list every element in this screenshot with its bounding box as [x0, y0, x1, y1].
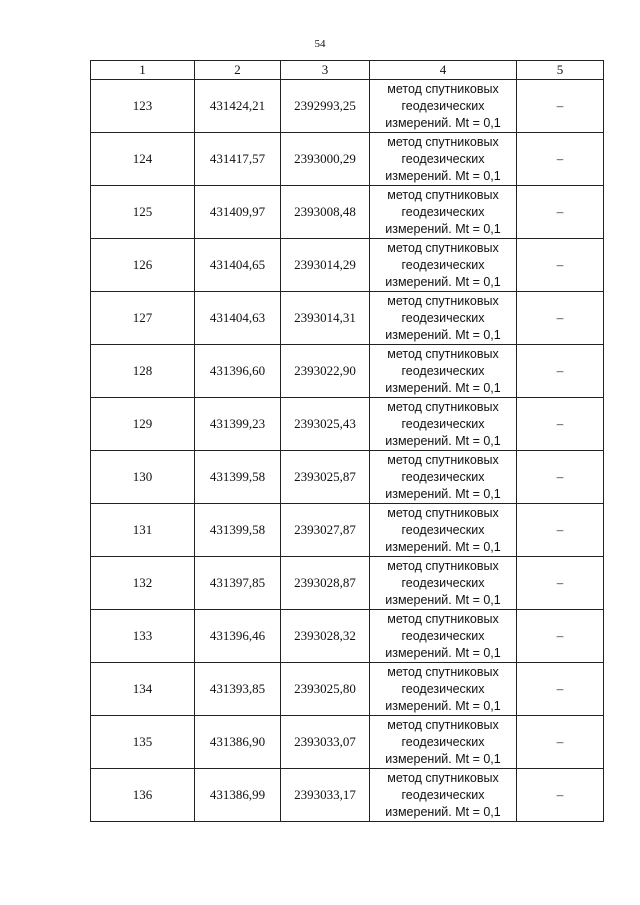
- method-text-line: метод спутниковых: [387, 187, 499, 202]
- coordinate-x-cell: 431393,85: [195, 663, 281, 716]
- method-text-line: геодезических: [401, 151, 485, 166]
- table-body: [91, 80, 604, 822]
- method-text-line: измерений. Mt = 0,1: [385, 168, 501, 183]
- page-number: 54: [314, 38, 326, 50]
- table-row: [91, 716, 604, 769]
- method-text-line: измерений. Mt = 0,1: [385, 751, 501, 766]
- method-text-line: метод спутниковых: [387, 399, 499, 414]
- point-number-cell: 129: [91, 398, 195, 451]
- coordinate-y-cell: 2393025,87: [281, 451, 370, 504]
- method-text-line: метод спутниковых: [387, 452, 499, 467]
- column-header-1: 1: [91, 61, 195, 80]
- coordinate-y-cell: 2393025,80: [281, 663, 370, 716]
- method-cell: [370, 133, 517, 186]
- point-number-cell: 132: [91, 557, 195, 610]
- point-number-cell: 133: [91, 610, 195, 663]
- note-cell: –: [517, 451, 604, 504]
- method-text-line: геодезических: [401, 416, 485, 431]
- note-cell: –: [517, 186, 604, 239]
- table-row: [91, 504, 604, 557]
- method-text-line: геодезических: [401, 734, 485, 749]
- method-text-line: геодезических: [401, 310, 485, 325]
- table-row: [91, 663, 604, 716]
- method-text-line: метод спутниковых: [387, 717, 499, 732]
- note-cell: –: [517, 716, 604, 769]
- note-cell: –: [517, 239, 604, 292]
- table-row: [91, 292, 604, 345]
- coordinate-x-cell: 431386,90: [195, 716, 281, 769]
- method-text-line: метод спутниковых: [387, 558, 499, 573]
- coordinate-y-cell: 2393008,48: [281, 186, 370, 239]
- method-text-line: измерений. Mt = 0,1: [385, 327, 501, 342]
- column-header-4: 4: [370, 61, 517, 80]
- method-cell: [370, 186, 517, 239]
- method-text-line: метод спутниковых: [387, 293, 499, 308]
- method-text-line: геодезических: [401, 628, 485, 643]
- note-cell: –: [517, 504, 604, 557]
- note-cell: –: [517, 769, 604, 822]
- method-text-line: геодезических: [401, 681, 485, 696]
- method-cell: [370, 663, 517, 716]
- table-row: [91, 557, 604, 610]
- coordinate-x-cell: 431397,85: [195, 557, 281, 610]
- coordinate-x-cell: 431396,46: [195, 610, 281, 663]
- table-row: [91, 610, 604, 663]
- coordinate-y-cell: 2392993,25: [281, 80, 370, 133]
- method-text-line: геодезических: [401, 98, 485, 113]
- point-number-cell: 128: [91, 345, 195, 398]
- point-number-cell: 124: [91, 133, 195, 186]
- method-text-line: метод спутниковых: [387, 81, 499, 96]
- method-text-line: геодезических: [401, 363, 485, 378]
- table-row: [91, 769, 604, 822]
- column-header-3: 3: [281, 61, 370, 80]
- coordinate-y-cell: 2393033,17: [281, 769, 370, 822]
- note-cell: –: [517, 663, 604, 716]
- method-cell: [370, 504, 517, 557]
- point-number-cell: 126: [91, 239, 195, 292]
- method-cell: [370, 451, 517, 504]
- coordinates-table: [90, 60, 604, 822]
- method-cell: [370, 239, 517, 292]
- method-text-line: измерений. Mt = 0,1: [385, 804, 501, 819]
- table-row: [91, 80, 604, 133]
- coordinate-y-cell: 2393028,87: [281, 557, 370, 610]
- note-cell: –: [517, 292, 604, 345]
- coordinate-x-cell: 431417,57: [195, 133, 281, 186]
- coordinate-x-cell: 431409,97: [195, 186, 281, 239]
- coordinate-y-cell: 2393028,32: [281, 610, 370, 663]
- coordinate-y-cell: 2393014,29: [281, 239, 370, 292]
- point-number-cell: 136: [91, 769, 195, 822]
- method-cell: [370, 345, 517, 398]
- method-cell: [370, 398, 517, 451]
- method-cell: [370, 292, 517, 345]
- method-text-line: измерений. Mt = 0,1: [385, 115, 501, 130]
- method-text-line: метод спутниковых: [387, 240, 499, 255]
- method-cell: [370, 716, 517, 769]
- method-text-line: геодезических: [401, 787, 485, 802]
- method-text-line: метод спутниковых: [387, 505, 499, 520]
- method-text-line: измерений. Mt = 0,1: [385, 592, 501, 607]
- method-cell: [370, 769, 517, 822]
- point-number-cell: 127: [91, 292, 195, 345]
- note-cell: –: [517, 398, 604, 451]
- method-text-line: геодезических: [401, 469, 485, 484]
- coordinate-x-cell: 431404,63: [195, 292, 281, 345]
- method-text-line: метод спутниковых: [387, 664, 499, 679]
- coordinate-x-cell: 431396,60: [195, 345, 281, 398]
- coordinate-x-cell: 431399,23: [195, 398, 281, 451]
- point-number-cell: 123: [91, 80, 195, 133]
- note-cell: –: [517, 133, 604, 186]
- coordinate-x-cell: 431399,58: [195, 451, 281, 504]
- point-number-cell: 125: [91, 186, 195, 239]
- method-text-line: измерений. Mt = 0,1: [385, 433, 501, 448]
- point-number-cell: 130: [91, 451, 195, 504]
- method-text-line: метод спутниковых: [387, 134, 499, 149]
- method-text-line: геодезических: [401, 575, 485, 590]
- table-row: [91, 133, 604, 186]
- coordinate-x-cell: 431399,58: [195, 504, 281, 557]
- method-cell: [370, 557, 517, 610]
- coordinate-y-cell: 2393022,90: [281, 345, 370, 398]
- coordinate-x-cell: 431404,65: [195, 239, 281, 292]
- method-text-line: геодезических: [401, 522, 485, 537]
- column-header-5: 5: [517, 61, 604, 80]
- coordinate-y-cell: 2393000,29: [281, 133, 370, 186]
- column-header-2: 2: [195, 61, 281, 80]
- table-header-row: [91, 61, 604, 80]
- method-text-line: измерений. Mt = 0,1: [385, 698, 501, 713]
- coordinate-y-cell: 2393025,43: [281, 398, 370, 451]
- coordinate-x-cell: 431424,21: [195, 80, 281, 133]
- method-text-line: метод спутниковых: [387, 346, 499, 361]
- method-text-line: метод спутниковых: [387, 611, 499, 626]
- method-text-line: измерений. Mt = 0,1: [385, 486, 501, 501]
- coordinate-y-cell: 2393033,07: [281, 716, 370, 769]
- method-cell: [370, 80, 517, 133]
- method-text-line: геодезических: [401, 204, 485, 219]
- point-number-cell: 131: [91, 504, 195, 557]
- note-cell: –: [517, 610, 604, 663]
- coordinate-x-cell: 431386,99: [195, 769, 281, 822]
- method-text-line: измерений. Mt = 0,1: [385, 221, 501, 236]
- point-number-cell: 134: [91, 663, 195, 716]
- method-text-line: измерений. Mt = 0,1: [385, 539, 501, 554]
- method-text-line: геодезических: [401, 257, 485, 272]
- method-cell: [370, 610, 517, 663]
- point-number-cell: 135: [91, 716, 195, 769]
- table-row: [91, 186, 604, 239]
- coordinate-y-cell: 2393014,31: [281, 292, 370, 345]
- coordinate-y-cell: 2393027,87: [281, 504, 370, 557]
- method-text-line: измерений. Mt = 0,1: [385, 274, 501, 289]
- table-row: [91, 451, 604, 504]
- note-cell: –: [517, 345, 604, 398]
- method-text-line: измерений. Mt = 0,1: [385, 380, 501, 395]
- table-row: [91, 398, 604, 451]
- method-text-line: метод спутниковых: [387, 770, 499, 785]
- note-cell: –: [517, 557, 604, 610]
- table-row: [91, 239, 604, 292]
- method-text-line: измерений. Mt = 0,1: [385, 645, 501, 660]
- table-row: [91, 345, 604, 398]
- note-cell: –: [517, 80, 604, 133]
